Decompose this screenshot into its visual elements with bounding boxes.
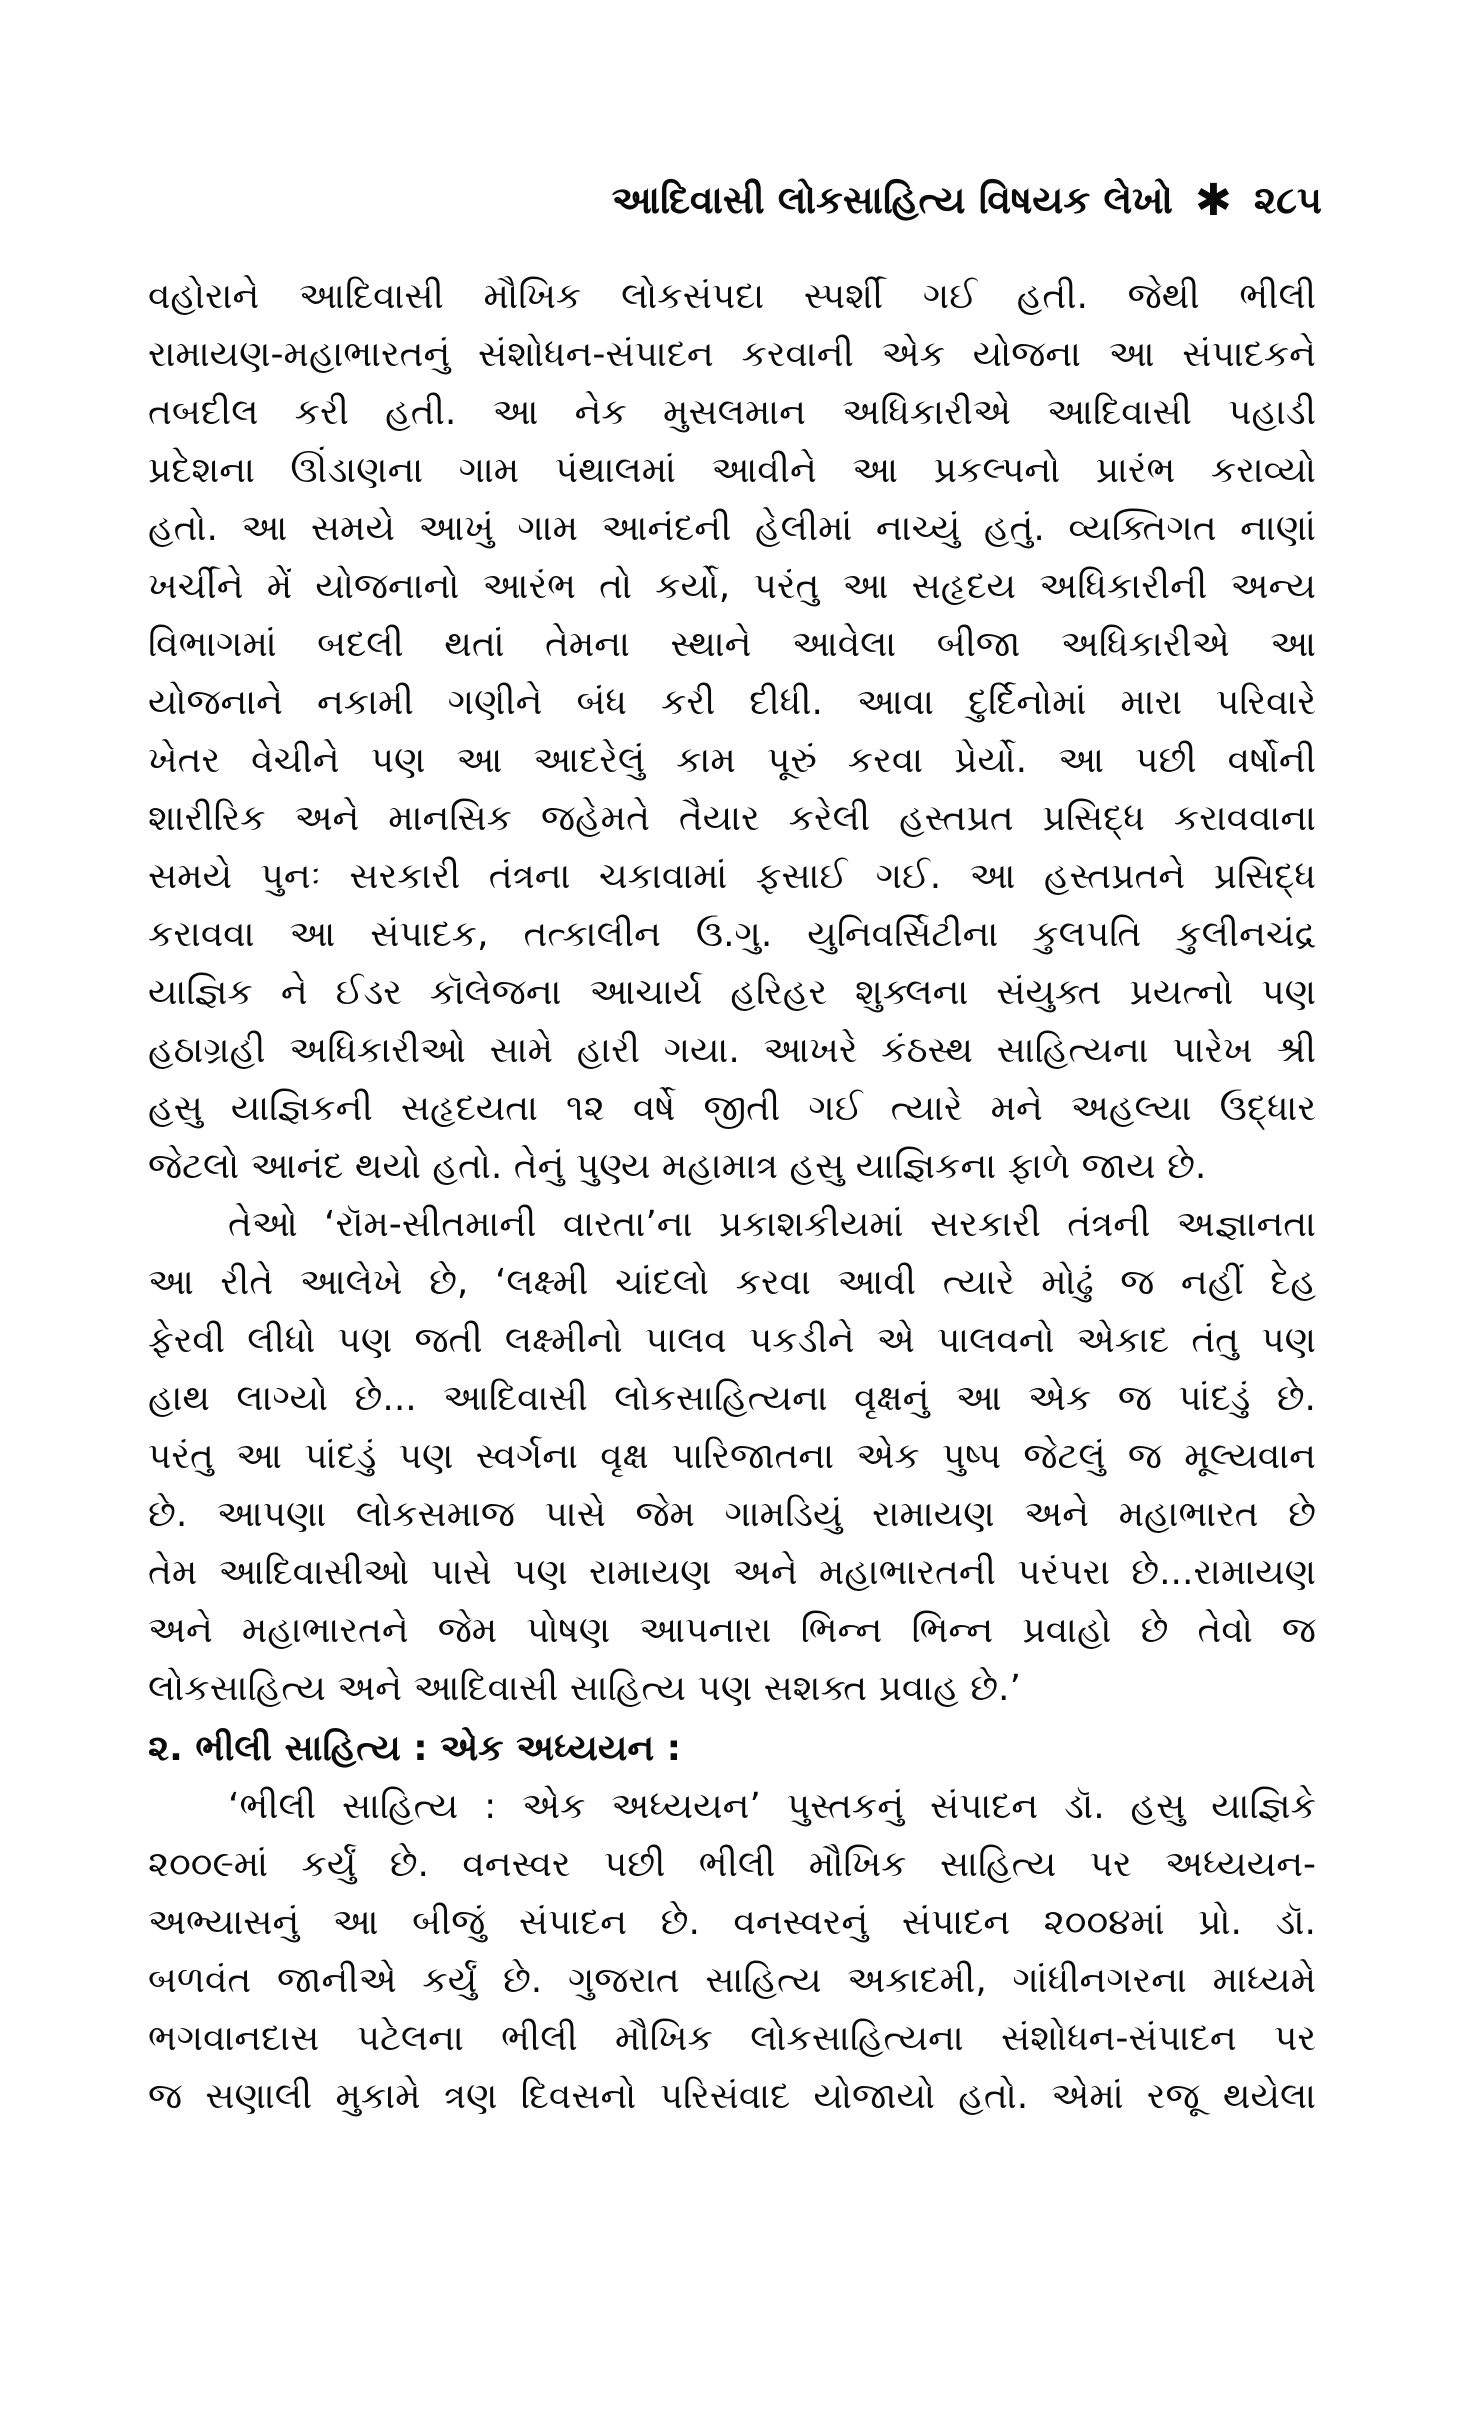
text-line: અને મહાભારતને જેમ પોષણ આપનારા ભિન્ન ભિન્ન પ્રવાહો છે તેવો જ <box>148 1610 1316 1651</box>
text-line: હતો. આ સમયે આખું ગામ આનંદની હેલીમાં નાચ્યું હતું. વ્યક્તિગત નાણાં <box>148 508 1316 549</box>
text-line: જેટલો આનંદ થયો હતો. તેનું પુણ્ય મહામાત્ર હસુ યાજ્ઞિકના ફાળે જાય છે. <box>148 1146 1207 1187</box>
text-line: ફેરવી લીધો પણ જતી લક્ષ્મીનો પાલવ પકડીને એ પાલવનો એકાદ તંતુ પણ <box>148 1320 1316 1361</box>
text-line: આ રીતે આલેખે છે, ‘લક્ષ્મી ચાંદલો કરવા આવી ત્યારે મોઢું જ નહીં દેહ <box>148 1262 1316 1303</box>
text-line: ‘ભીલી સાહિત્ય : એક અધ્યયન’ પુસ્તકનું સંપાદન ડૉ. હસુ યાજ્ઞિકે <box>228 1786 1316 1827</box>
text-line: ખર્ચીને મેં યોજનાનો આરંભ તો કર્યો, પરંતુ આ સહૃદય અધિકારીની અન્ય <box>148 566 1316 607</box>
text-line: ભગવાનદાસ પટેલના ભીલી મૌખિક લોકસાહિત્યના સંશોધન-સંપાદન પર <box>148 2018 1316 2059</box>
running-head-title: આદિવાસી લોકસાહિત્ય વિષયક લેખો <box>611 178 1173 222</box>
text-line: હસુ યાજ્ઞિકની સહૃદયતા ૧૨ વર્ષે જીતી ગઈ ત્યારે મને અહલ્યા ઉદ્ધાર <box>148 1088 1316 1129</box>
text-line: વહોરાને આદિવાસી મૌખિક લોકસંપદા સ્પર્શી ગઈ હતી. જેથી ભીલી <box>148 276 1316 317</box>
text-line: રામાયણ-મહાભારતનું સંશોધન-સંપાદન કરવાની એક યોજના આ સંપાદકને <box>148 334 1316 375</box>
page-number: ૨૮૫ <box>1253 178 1322 222</box>
body-text <box>148 268 1316 2126</box>
text-line: ૨૦૦૯માં કર્યું છે. વનસ્વર પછી ભીલી મૌખિક સાહિત્ય પર અધ્યયન- <box>148 1844 1316 1885</box>
running-head <box>611 174 1322 226</box>
text-line: યોજનાને નકામી ગણીને બંધ કરી દીધી. આવા દુર્દિનોમાં મારા પરિવારે <box>148 682 1316 723</box>
text-line: અભ્યાસનું આ બીજું સંપાદન છે. વનસ્વરનું સંપાદન ૨૦૦૪માં પ્રો. ડૉ. <box>148 1902 1316 1943</box>
text-line: સમયે પુનઃ સરકારી તંત્રના ચકાવામાં ફસાઈ ગઈ. આ હસ્તપ્રતને પ્રસિદ્ધ <box>148 856 1316 897</box>
section-heading: ૨. ભીલી સાહિત્ય : એક અધ્યયન : <box>148 1728 682 1769</box>
text-line: જ સણાલી મુકામે ત્રણ દિવસનો પરિસંવાદ યોજાયો હતો. એમાં રજૂ થયેલા <box>148 2076 1316 2117</box>
text-line: તબદીલ કરી હતી. આ નેક મુસલમાન અધિકારીએ આદિવાસી પહાડી <box>148 392 1316 433</box>
text-line: કરાવવા આ સંપાદક, તત્કાલીન ઉ.ગુ. યુનિવર્સિટીના કુલપતિ કુલીનચંદ્ર <box>148 914 1316 955</box>
text-line: શારીરિક અને માનસિક જહેમતે તૈયાર કરેલી હસ્તપ્રત પ્રસિદ્ધ કરાવવાના <box>148 798 1316 839</box>
text-line: તેઓ ‘રૉમ-સીતમાની વારતા’ના પ્રકાશકીયમાં સરકારી તંત્રની અજ્ઞાનતા <box>228 1204 1316 1245</box>
text-line: તેમ આદિવાસીઓ પાસે પણ રામાયણ અને મહાભારતની પરંપરા છે...રામાયણ <box>148 1552 1316 1593</box>
text-line: પરંતુ આ પાંદડું પણ સ્વર્ગના વૃક્ષ પારિજાતના એક પુષ્પ જેટલું જ મૂલ્યવાન <box>148 1436 1316 1477</box>
text-line: યાજ્ઞિક ને ઈડર કૉલેજના આચાર્ય હરિહર શુક્લના સંયુક્ત પ્રયત્નો પણ <box>148 972 1316 1013</box>
text-line: હાથ લાગ્યો છે... આદિવાસી લોકસાહિત્યના વૃક્ષનું આ એક જ પાંદડું છે. <box>148 1378 1316 1419</box>
text-line: હઠાગ્રહી અધિકારીઓ સામે હારી ગયા. આખરે કંઠસ્થ સાહિત્યના પારેખ શ્રી <box>148 1030 1316 1071</box>
text-line: છે. આપણા લોકસમાજ પાસે જેમ ગામડિયું રામાયણ અને મહાભારત છે <box>148 1494 1316 1535</box>
text-line: ખેતર વેચીને પણ આ આદરેલું કામ પૂરું કરવા પ્રેર્યો. આ પછી વર્ષોની <box>148 740 1316 781</box>
text-line: પ્રદેશના ઊંડાણના ગામ પંથાલમાં આવીને આ પ્રકલ્પનો પ્રારંભ કરાવ્યો <box>148 450 1316 491</box>
text-line: વિભાગમાં બદલી થતાં તેમના સ્થાને આવેલા બીજા અધિકારીએ આ <box>148 624 1316 665</box>
text-line: બળવંત જાનીએ કર્યું છે. ગુજરાત સાહિત્ય અકાદમી, ગાંધીનગરના માધ્યમે <box>148 1960 1316 2001</box>
asterisk-separator-icon: ✱ <box>1194 174 1232 226</box>
text-line: લોકસાહિત્ય અને આદિવાસી સાહિત્ય પણ સશક્ત પ્રવાહ છે.’ <box>148 1668 1021 1709</box>
